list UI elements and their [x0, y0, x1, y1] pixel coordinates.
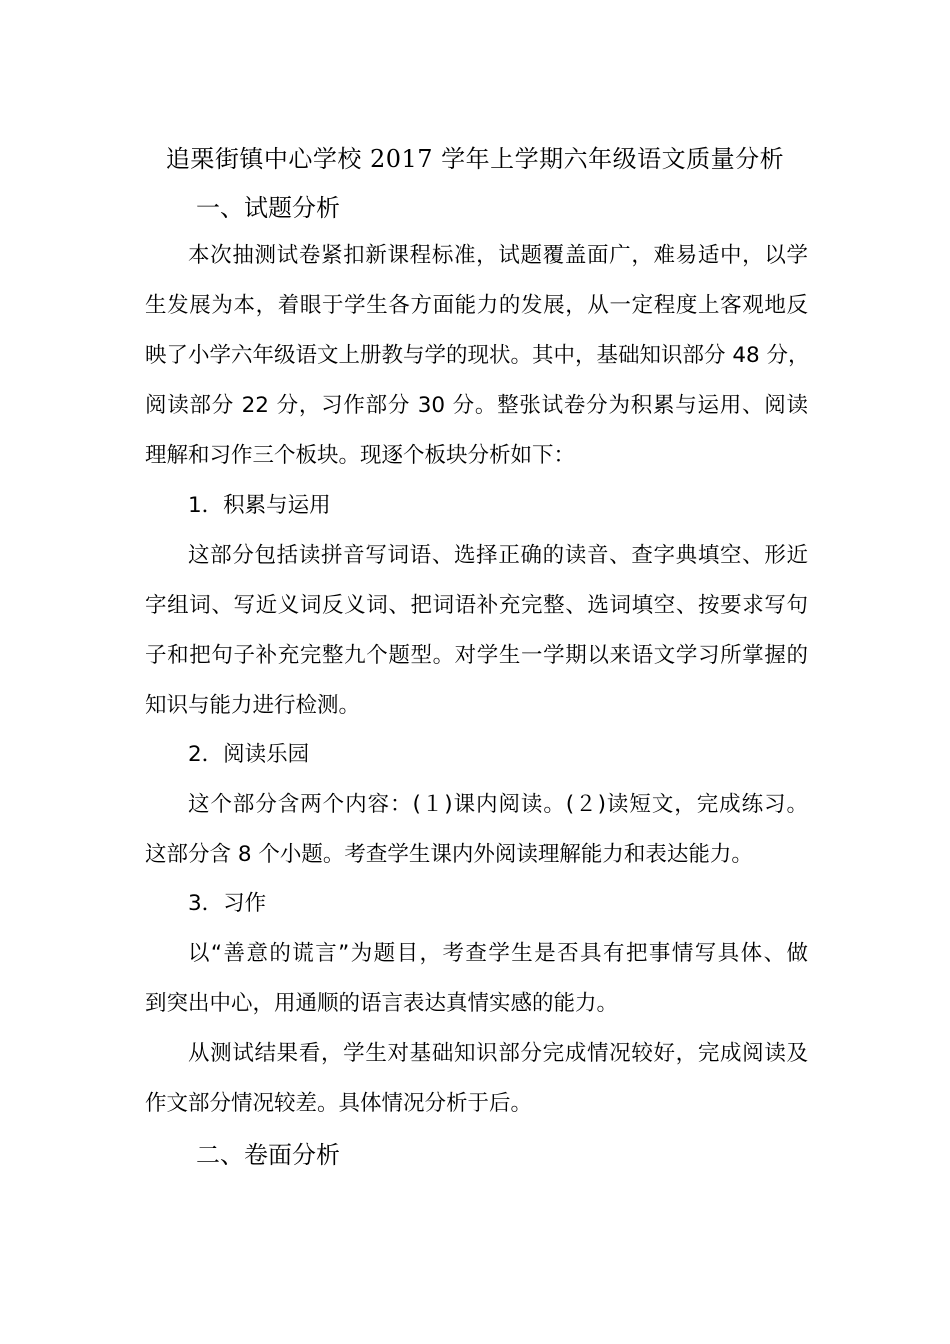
- paragraph-line: 阅读部分 22 分，习作部分 30 分。整张试卷分为积累与运用、阅读: [145, 393, 808, 418]
- paragraph-line: 到突出中心，用通顺的语言表达真情实感的能力。: [145, 991, 619, 1016]
- paragraph-line: 作文部分情况较差。具体情况分析于后。: [145, 1091, 533, 1116]
- paragraph-line: 这部分包括读拼音写词语、选择正确的读音、查字典填空、形近: [188, 543, 808, 568]
- subsection-heading-reading: 2．阅读乐园: [188, 742, 310, 767]
- subsection-heading-writing: 3．习作: [188, 891, 267, 916]
- paragraph-line: 映了小学六年级语文上册教与学的现状。其中，基础知识部分 48 分，: [145, 343, 810, 368]
- paragraph-line: 这部分含 8 个小题。考查学生课内外阅读理解能力和表达能力。: [145, 842, 753, 867]
- paragraph-line: 以“善意的谎言”为题目，考查学生是否具有把事情写具体、做: [188, 941, 808, 966]
- paragraph-line: 字组词、写近义词反义词、把词语补充完整、选词填空、按要求写句: [145, 593, 808, 618]
- paragraph-line: 本次抽测试卷紧扣新课程标准，试题覆盖面广，难易适中，以学: [188, 243, 808, 268]
- paragraph-line: 知识与能力进行检测。: [145, 693, 361, 718]
- subsection-heading-accumulation: 1．积累与运用: [188, 493, 331, 518]
- document-title: 追栗街镇中心学校 2017 学年上学期六年级语文质量分析: [165, 145, 785, 173]
- paragraph-line: 生发展为本，着眼于学生各方面能力的发展，从一定程度上客观地反: [145, 293, 808, 318]
- paragraph-line: 子和把句子补充完整九个题型。对学生一学期以来语文学习所掌握的: [145, 643, 808, 668]
- section-heading-test-analysis: 一、试题分析: [196, 194, 340, 222]
- paragraph-line: 这个部分含两个内容：(１)课内阅读。(２)读短文，完成练习。: [188, 792, 808, 817]
- paragraph-line: 从测试结果看，学生对基础知识部分完成情况较好，完成阅读及: [188, 1041, 808, 1066]
- section-heading-paper-analysis: 二、卷面分析: [196, 1141, 340, 1169]
- paragraph-line: 理解和习作三个板块。现逐个板块分析如下：: [145, 443, 576, 468]
